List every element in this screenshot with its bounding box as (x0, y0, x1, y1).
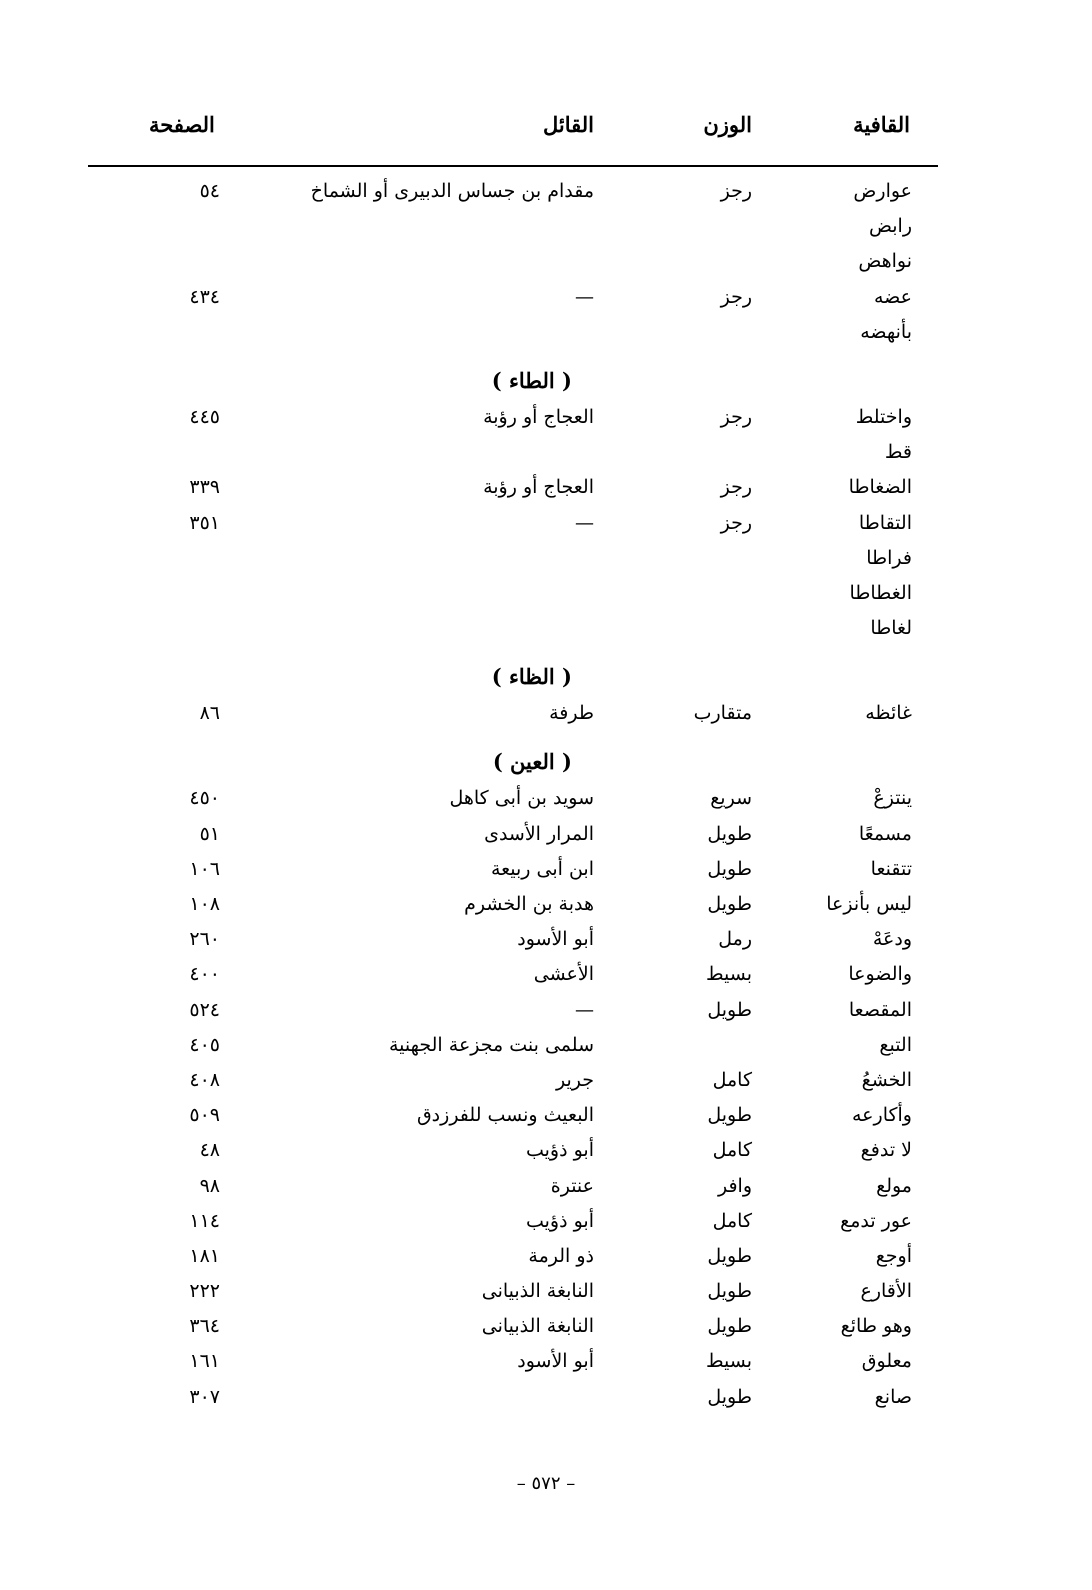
rhyme-cell: ليس بأنزعا (826, 893, 912, 915)
page-cell: ١٦١ (189, 1350, 220, 1373)
page-cell: ٤٠٨ (189, 1068, 220, 1091)
header-rhyme: القافية (853, 112, 910, 137)
rhyme-cell: التبع (879, 1033, 912, 1056)
rhyme-cell: الأقارع (860, 1280, 912, 1303)
poet-cell: العجاج أو رؤبة (483, 405, 594, 428)
table-row (0, 215, 1092, 250)
section-title: ( الظاء ) (491, 664, 572, 690)
header-page: الصفحة (149, 112, 215, 137)
page-cell: ٢٦٠ (189, 928, 220, 951)
rhyme-cell: غائظه (865, 702, 912, 725)
rhyme-cell: فراطا (866, 546, 912, 569)
table-row (0, 1139, 1092, 1174)
meter-cell: رجز (720, 476, 752, 499)
meter-cell: رجز (720, 511, 752, 534)
page-cell: ٥٢٤ (189, 998, 220, 1021)
header-divider (88, 165, 938, 167)
rhyme-cell: الضغاطا (848, 476, 912, 499)
poet-cell: ابن أبى ربيعة (490, 857, 594, 880)
table-row (0, 1175, 1092, 1210)
table-row (0, 1386, 1092, 1421)
meter-cell: كامل (712, 1139, 752, 1162)
table-row (0, 1350, 1092, 1385)
rhyme-cell: معلوق (861, 1350, 912, 1373)
page-cell: ١٨١ (189, 1244, 220, 1267)
rhyme-cell: قط (884, 441, 912, 464)
rhyme-cell: مسمعًا (858, 822, 912, 845)
table-row (0, 250, 1092, 285)
poet-cell: النابغة الذبيانى (481, 1315, 594, 1338)
page-cell: ١٠٨ (189, 893, 220, 915)
section-heading (0, 652, 1092, 702)
rhyme-cell: الخشعُ (861, 1068, 912, 1091)
meter-cell: متقارب (693, 702, 752, 725)
meter-cell: كامل (712, 1068, 752, 1091)
poet-cell: هدبة بن الخشرم (464, 893, 594, 915)
meter-cell: طويل (707, 1244, 752, 1267)
meter-cell: رمل (718, 928, 752, 951)
section-title: ( العين ) (492, 749, 572, 775)
rhyme-cell: لغاطا (870, 617, 912, 640)
table-row (0, 1034, 1092, 1069)
table-row (0, 1315, 1092, 1350)
poet-cell: النابغة الذبيانى (481, 1280, 594, 1303)
meter-cell: بسيط (705, 963, 752, 986)
page-cell: ٤٠٥ (189, 1033, 220, 1056)
page-cell: ١١٤ (189, 1209, 220, 1232)
table-row (0, 1245, 1092, 1280)
table-row (0, 893, 1092, 928)
rhyme-cell: أوجع (875, 1244, 912, 1267)
meter-cell: طويل (707, 822, 752, 845)
page-cell: ٣٣٩ (189, 476, 220, 499)
table-row (0, 582, 1092, 617)
poet-cell: العجاج أو رؤبة (483, 476, 594, 499)
poet-cell: مقدام بن جساس الدبيرى أو الشماخ (310, 180, 594, 202)
rhyme-cell: التقاطا (858, 511, 912, 534)
rhyme-cell: وهو طائع (840, 1315, 912, 1338)
page-cell: ٥١ (199, 822, 220, 845)
rhyme-cell: لا تدفع (860, 1139, 912, 1162)
meter-cell: سريع (710, 787, 752, 810)
rhyme-cell: المقصعا (848, 998, 912, 1021)
poet-cell: البعيث ونسب للفرزدق (416, 1104, 594, 1127)
meter-cell: كامل (712, 1209, 752, 1232)
table-header (0, 112, 1092, 148)
table-row (0, 1069, 1092, 1104)
meter-cell: بسيط (705, 1350, 752, 1373)
page-cell: ٤٣٤ (189, 285, 220, 308)
table-row (0, 286, 1092, 321)
table-row (0, 321, 1092, 356)
poet-cell: جرير (556, 1068, 594, 1091)
table-row (0, 180, 1092, 215)
table-row (0, 617, 1092, 652)
table-row (0, 928, 1092, 963)
poet-cell: ذو الرمة (528, 1244, 594, 1267)
meter-cell: رجز (720, 405, 752, 428)
table-row (0, 1104, 1092, 1139)
page-cell: ٣٦٤ (189, 1315, 220, 1338)
meter-cell: طويل (707, 1315, 752, 1338)
rhyme-cell: والضوعا (848, 963, 912, 986)
table-row (0, 476, 1092, 511)
poet-cell: سويد بن أبى كاهل (449, 787, 594, 810)
table-row (0, 1280, 1092, 1315)
poet-cell: سلمى بنت مجزعة الجهنية (388, 1033, 594, 1056)
meter-cell: طويل (707, 1385, 752, 1408)
table-row (0, 823, 1092, 858)
poet-cell: المرار الأسدى (484, 822, 594, 845)
table-row (0, 702, 1092, 737)
poet-cell: أبو ذؤيب (525, 1139, 594, 1162)
rhyme-cell: صانع (874, 1385, 912, 1408)
page-cell: ٣٥١ (189, 511, 220, 534)
rhyme-cell: ودعَهْ (872, 928, 912, 951)
page-cell: ٤٠٠ (189, 963, 220, 986)
page-cell: ٣٠٧ (189, 1385, 220, 1408)
meter-cell: طويل (707, 857, 752, 880)
page-cell: ٥٤ (199, 180, 220, 202)
poet-cell: — (575, 285, 594, 308)
meter-cell: وافر (717, 1174, 752, 1197)
meter-cell: طويل (707, 1104, 752, 1127)
section-title: ( الطاء ) (491, 367, 572, 393)
rhyme-cell: عور تدمع (840, 1209, 912, 1232)
rhyme-cell: تتقنعا (870, 857, 912, 880)
rhyme-cell: نواهض (858, 250, 912, 273)
rhyme-cell: ينتزعْ (873, 787, 912, 810)
table-row (0, 547, 1092, 582)
page-cell: ٤٥٠ (189, 787, 220, 810)
table-row (0, 1210, 1092, 1245)
page-cell: ٤٤٥ (189, 405, 220, 428)
rhyme-cell: رابض (868, 215, 912, 238)
poet-cell: أبو الأسود (517, 1350, 594, 1373)
page-cell: ١٠٦ (189, 857, 220, 880)
page-number: – ٥٧٢ – (516, 1473, 576, 1494)
table-row (0, 858, 1092, 893)
section-heading (0, 356, 1092, 406)
index-table (0, 180, 1092, 1421)
poet-cell: الأعشى (533, 963, 594, 986)
poet-cell: عنترة (550, 1174, 594, 1197)
table-row (0, 441, 1092, 476)
poet-cell: — (575, 511, 594, 534)
table-row (0, 787, 1092, 822)
table-row (0, 406, 1092, 441)
rhyme-cell: واختلط (855, 405, 912, 428)
rhyme-cell: بأنهضه (860, 320, 912, 343)
rhyme-cell: مولع (876, 1174, 912, 1197)
page-cell: ٢٢٢ (189, 1280, 220, 1303)
poet-cell: طرفة (549, 702, 594, 725)
poet-cell: أبو ذؤيب (525, 1209, 594, 1232)
meter-cell: طويل (707, 998, 752, 1021)
page-cell: ٨٦ (199, 702, 220, 725)
poet-cell: أبو الأسود (517, 928, 594, 951)
poet-cell: — (575, 998, 594, 1021)
header-meter: الوزن (703, 112, 752, 137)
table-row (0, 999, 1092, 1034)
page-cell: ٥٠٩ (189, 1104, 220, 1127)
rhyme-cell: عضه (874, 285, 912, 308)
rhyme-cell: وأكارعه (852, 1104, 912, 1127)
table-row (0, 963, 1092, 998)
meter-cell: رجز (720, 285, 752, 308)
rhyme-cell: الغطاطا (849, 581, 912, 604)
meter-cell: رجز (720, 180, 752, 202)
meter-cell: طويل (707, 1280, 752, 1303)
page-cell: ٤٨ (199, 1139, 220, 1162)
rhyme-cell: عوارض (853, 180, 912, 202)
meter-cell: طويل (707, 893, 752, 915)
page-cell: ٩٨ (199, 1174, 220, 1197)
table-row (0, 512, 1092, 547)
header-poet: القائل (542, 112, 594, 137)
section-heading (0, 737, 1092, 787)
